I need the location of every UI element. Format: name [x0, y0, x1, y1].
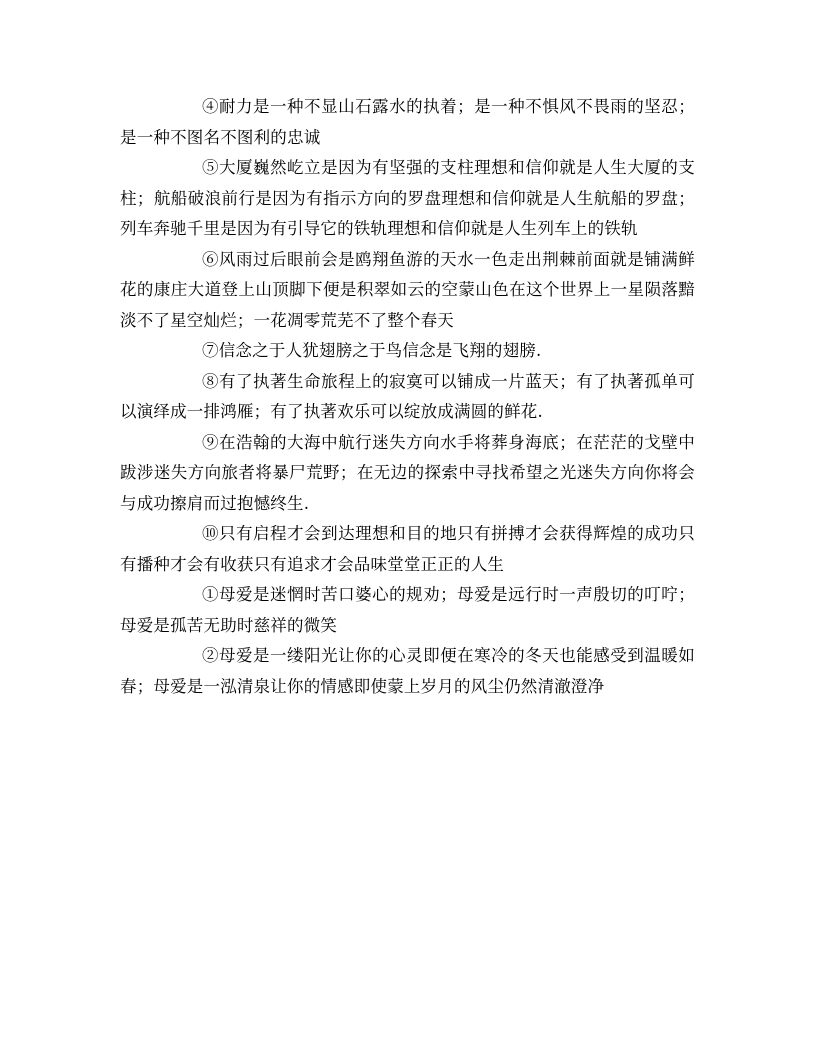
paragraph-9: ⑨在浩翰的大海中航行迷失方向水手将葬身海底；在茫茫的戈壁中跋涉迷失方向旅者将暴尸荒野；在无边的探索中寻找希望之光迷失方向你将会与成功擦肩而过抱憾终生.	[120, 432, 695, 513]
document-body	[120, 92, 695, 702]
paragraph-8: ⑧有了执著生命旅程上的寂寞可以铺成一片蓝天；有了执著孤单可以演绎成一排鸿雁；有了执著欢乐可以绽放成满圆的鲜花.	[120, 371, 695, 421]
paragraph-5: ⑤大厦巍然屹立是因为有坚强的支柱理想和信仰就是人生大厦的支柱；航船破浪前行是因为有指示方向的罗盘理想和信仰就是人生航船的罗盘；列车奔驰千里是因为有引导它的铁轨理想和信仰就是人生列车上的铁轨	[120, 158, 695, 238]
paragraph-4: ④耐力是一种不显山石露水的执着；是一种不惧风不畏雨的坚忍；是一种不图名不图利的忠诚	[120, 97, 695, 147]
paragraph-7: ⑦信念之于人犹翅膀之于鸟信念是飞翔的翅膀.	[202, 341, 542, 360]
paragraph-2: ②母爱是一缕阳光让你的心灵即便在寒冷的冬天也能感受到温暖如春；母爱是一泓清泉让你的情感即使蒙上岁月的风尘仍然清澈澄净	[120, 646, 695, 696]
paragraph-6: ⑥风雨过后眼前会是鸥翔鱼游的天水一色走出荆棘前面就是铺满鲜花的康庄大道登上山顶脚下便是积翠如云的空蒙山色在这个世界上一星陨落黯淡不了星空灿烂；一花凋零荒芜不了整个春天	[120, 249, 695, 330]
paragraph-10: ⑩只有启程才会到达理想和目的地只有拼搏才会获得辉煌的成功只有播种才会有收获只有追求才会品味堂堂正正的人生	[120, 524, 695, 574]
paragraph-1: ①母爱是迷惘时苦口婆心的规劝；母爱是远行时一声殷切的叮咛；母爱是孤苦无助时慈祥的微笑	[120, 585, 695, 635]
